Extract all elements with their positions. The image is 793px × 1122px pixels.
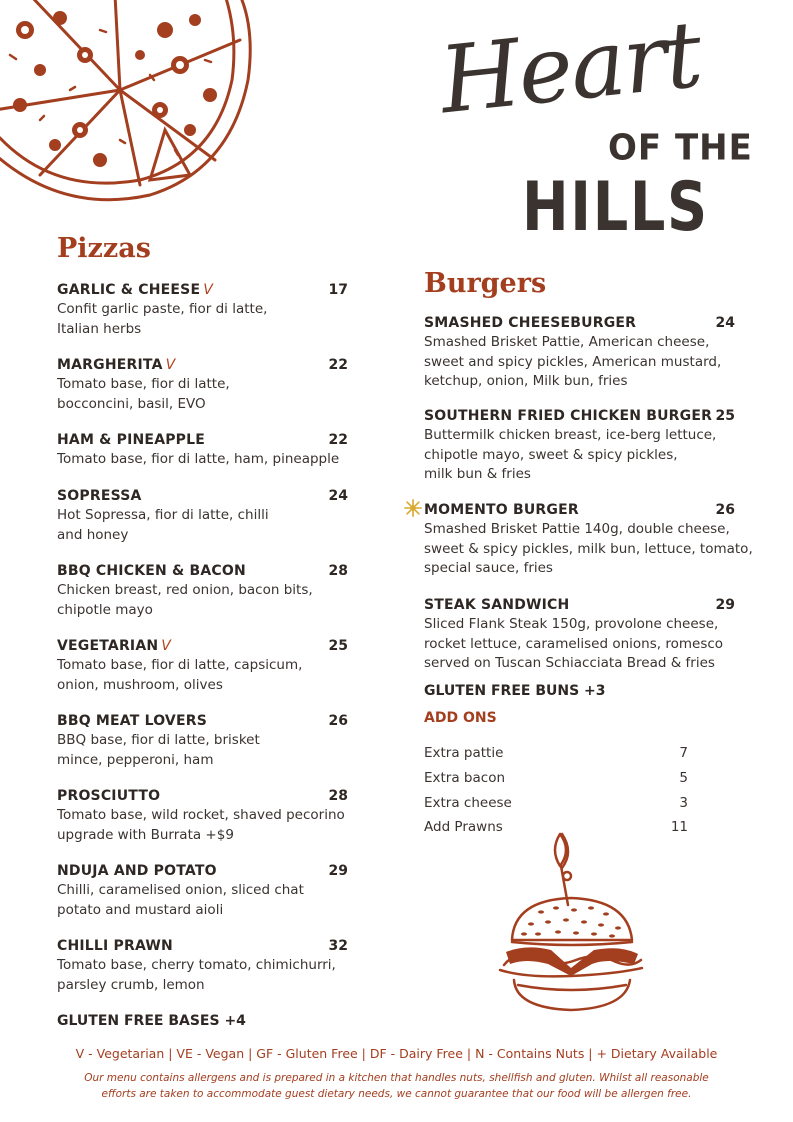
- pizza-price: 32: [328, 938, 348, 954]
- burgers-title: Burgers: [424, 268, 547, 299]
- pizza-price: 25: [328, 638, 348, 654]
- pizza-price: 22: [328, 357, 348, 373]
- pizza-item: [57, 938, 352, 995]
- vegetarian-mark: V: [165, 357, 176, 373]
- addon-name: Add Prawns: [424, 819, 503, 835]
- pizza-price: 26: [328, 713, 348, 729]
- pizza-description: BBQ base, fior di latte, brisket mince, pepperoni, ham: [57, 732, 260, 768]
- burger-item: [424, 315, 739, 392]
- burger-item: [424, 502, 753, 579]
- addon-name: Extra pattie: [424, 745, 504, 761]
- pizza-item: [57, 863, 352, 920]
- pizza-item: [57, 713, 352, 770]
- burger-name: SMASHED CHEESEBURGER: [424, 315, 637, 331]
- pizza-name: NDUJA AND POTATO: [57, 863, 217, 879]
- pizza-description: Tomato base, cherry tomato, chimichurri, parsley crumb, lemon: [57, 957, 336, 993]
- pizza-description: Tomato base, fior di latte, bocconcini, basil, EVO: [57, 376, 230, 412]
- burger-price: 29: [715, 597, 735, 613]
- burger-description: Smashed Brisket Pattie, American cheese, sweet and spicy pickles, American mustard, ketchup, onion, Milk bun, fries: [424, 334, 722, 389]
- burger-name: STEAK SANDWICH: [424, 597, 570, 613]
- pizza-item: [57, 432, 352, 470]
- pizza-item: [57, 488, 352, 545]
- dietary-legend: V - Vegetarian | VE - Vegan | GF - Gluten Free | DF - Dairy Free | N - Contains Nuts | + Dietary Available: [75, 1046, 718, 1061]
- pizza-price: 29: [328, 863, 348, 879]
- restaurant-logo: [430, 0, 753, 248]
- burger-name: MOMENTO BURGER: [424, 502, 579, 518]
- burger-price: 25: [715, 408, 735, 424]
- pizza-description: Hot Sopressa, fior di latte, chilli and honey: [57, 507, 269, 543]
- addon-price: 5: [679, 770, 688, 786]
- pizza-name: SOPRESSA: [57, 488, 142, 504]
- addon-name: Extra cheese: [424, 795, 512, 811]
- allergen-disclaimer: Our menu contains allergens and is prepared in a kitchen that handles nuts, shellfish and gluten. Whilst all reasonable efforts are taken to accommodate guest dietary needs, we cannot guarantee that our food will be allergen free.: [84, 1072, 709, 1100]
- pizza-price: 22: [328, 432, 348, 448]
- logo-hills: HILLS: [522, 168, 709, 247]
- addon-row: [424, 770, 694, 786]
- logo-script-heart: Heart: [435, 0, 706, 135]
- gluten-free-buns: GLUTEN FREE BUNS +3: [424, 683, 606, 699]
- pizza-name: CHILLI PRAWN: [57, 938, 173, 954]
- pizza-name: MARGHERITA V: [57, 357, 176, 373]
- pizza-price: 24: [328, 488, 348, 504]
- addon-row: [424, 795, 694, 811]
- pizza-item: [57, 563, 352, 620]
- pizza-item: [57, 357, 352, 414]
- burger-name: SOUTHERN FRIED CHICKEN BURGER: [424, 408, 713, 424]
- addon-price: 3: [679, 795, 688, 811]
- pizza-name: HAM & PINEAPPLE: [57, 432, 206, 448]
- pizza-item: [57, 638, 352, 695]
- pizza-description: Chicken breast, red onion, bacon bits, chipotle mayo: [57, 582, 313, 618]
- burger-price: 24: [715, 315, 735, 331]
- pizzas-title: Pizzas: [57, 233, 151, 264]
- pizza-name: GARLIC & CHEESE V: [57, 282, 214, 298]
- pizza-name: BBQ MEAT LOVERS: [57, 713, 207, 729]
- pizza-description: Chilli, caramelised onion, sliced chat potato and mustard aioli: [57, 882, 304, 918]
- burger-description: Buttermilk chicken breast, ice-berg lettuce, chipotle mayo, sweet & spicy pickles, milk bun & fries: [424, 427, 717, 482]
- gluten-free-bases: GLUTEN FREE BASES +4: [57, 1013, 246, 1029]
- burger-illustration: [496, 830, 646, 1030]
- pizza-description: Tomato base, fior di latte, capsicum, onion, mushroom, olives: [57, 657, 303, 693]
- pizza-price: 17: [328, 282, 348, 298]
- pizza-item: [57, 788, 352, 845]
- pizza-name: VEGETARIAN V: [57, 638, 172, 654]
- burger-price: 26: [715, 502, 735, 518]
- addon-price: 11: [670, 819, 688, 835]
- addon-price: 7: [679, 745, 688, 761]
- pizza-description: Tomato base, fior di latte, ham, pineapple: [57, 451, 340, 467]
- burger-description: Sliced Flank Steak 150g, provolone cheese, rocket lettuce, caramelised onions, romesco served on Tuscan Schiacciata Bread & fries: [424, 616, 724, 671]
- pizza-price: 28: [328, 563, 348, 579]
- burger-item: [424, 408, 739, 485]
- addon-row: [424, 745, 694, 761]
- burger-description: Smashed Brisket Pattie 140g, double cheese, sweet & spicy pickles, milk bun, lettuce, tomato, special sauce, fries: [424, 521, 753, 576]
- pizza-description: Confit garlic paste, fior di latte, Italian herbs: [57, 301, 268, 337]
- pizza-item: [57, 282, 352, 339]
- addons-title: ADD ONS: [424, 710, 497, 726]
- addon-name: Extra bacon: [424, 770, 506, 786]
- burger-item: [424, 597, 739, 674]
- vegetarian-mark: V: [161, 638, 172, 654]
- pizza-description: Tomato base, wild rocket, shaved pecorino upgrade with Burrata +$9: [57, 807, 345, 843]
- vegetarian-mark: V: [203, 282, 214, 298]
- pizza-price: 28: [328, 788, 348, 804]
- logo-of-the: OF THE: [608, 127, 753, 169]
- pizza-name: BBQ CHICKEN & BACON: [57, 563, 246, 579]
- pizza-illustration: [0, 0, 255, 210]
- pizza-name: PROSCIUTTO: [57, 788, 161, 804]
- star-icon: [404, 499, 422, 517]
